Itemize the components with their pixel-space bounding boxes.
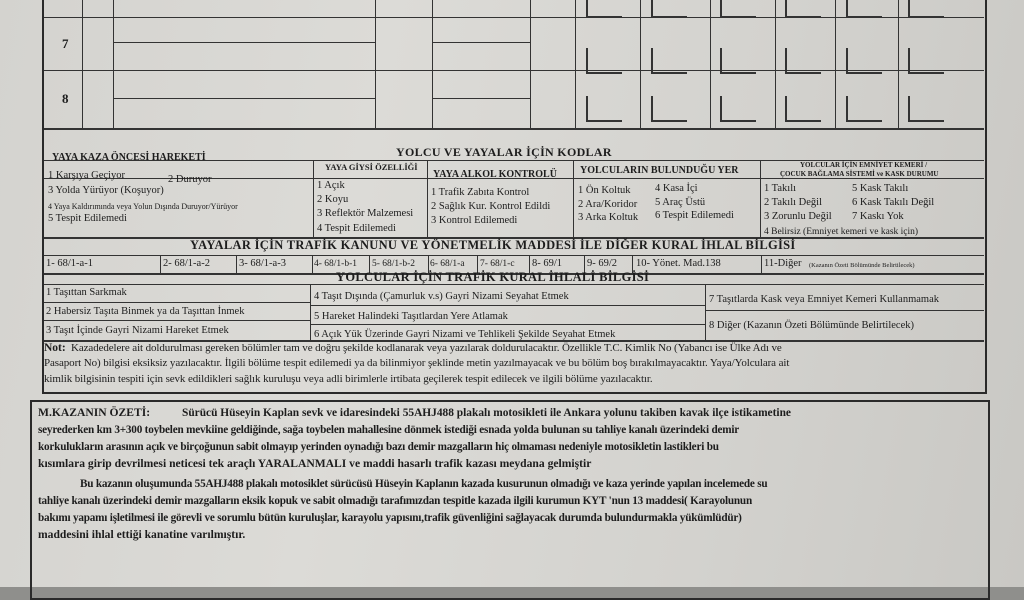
yaya-ihlal-code: 3- 68/1-a-3 <box>239 258 286 269</box>
checkbox[interactable] <box>720 0 756 18</box>
yaya-giysi-item: 2 Koyu <box>317 194 349 205</box>
checkbox[interactable] <box>651 96 687 122</box>
yaya-ihlal-other-note: (Kazanın Özeti Bölümünde Belirtilecek) <box>809 262 915 269</box>
yaya-ihlal-code: 7- 68/1-c <box>480 259 515 269</box>
checkbox[interactable] <box>586 96 622 122</box>
yaya-ihlal-code: 10- Yönet. Mad.138 <box>636 258 721 269</box>
checkbox[interactable] <box>651 48 687 74</box>
yaya-giysi-item: 1 Açık <box>317 180 345 191</box>
summary-line: seyrederken km 3+300 toybelen mevkiine geldiğinde, sağa toybelen mahallesine dönmek istediği esnada yolda bulunan su tahliye kanalı üzerindeki demir <box>38 424 740 436</box>
checkbox[interactable] <box>846 96 882 122</box>
summary-line: maddesini ihlal ettiği kanatine varılmıştır. <box>38 528 246 541</box>
checkbox[interactable] <box>586 48 622 74</box>
yaya-ihlal-code: 11-Diğer <box>764 258 802 269</box>
yaya-ihlal-code: 4- 68/1-b-1 <box>314 259 358 269</box>
emniyet-header: YOLCULAR İÇİN EMNİYET KEMERİ / <box>800 161 928 169</box>
summary-heading: M.KAZANIN ÖZETİ: <box>38 406 151 419</box>
yolcu-ihlal-item: 7 Taşıtlarda Kask veya Emniyet Kemeri Kullanmamak <box>709 294 940 305</box>
yolcu-ihlal-item: 8 Diğer (Kazanın Özeti Bölümünde Belirtilecek) <box>709 320 914 331</box>
checkbox[interactable] <box>908 96 944 122</box>
summary-line: Bu kazanın oluşumunda 55AHJ488 plakalı motosiklet sürücüsü Hüseyin Kaplanın kazada kusurunun olmadığı ve kaza yerinde yapılan incelemede su <box>80 478 768 490</box>
note-line: kimlik bilgisinin tespiti için sevk edildikleri sağlık kuruluşu veya adli birimlerle irtibata geçilerek tespit edilecek ve ilgili bölüme yazılacaktır. <box>44 373 653 385</box>
yaya-giysi-header: YAYA GİYSİ ÖZELLİĞİ <box>325 162 418 172</box>
yolcu-yer-header: YOLCULARIN BULUNDUĞU YER <box>580 165 739 176</box>
emniyet-item: 6 Kask Takılı Değil <box>852 197 935 208</box>
yolcu-ihlal-item: 4 Taşıt Dışında (Çamurluk v.s) Gayri Nizami Seyahat Etmek <box>314 291 569 302</box>
yaya-alkol-item: 2 Sağlık Kur. Kontrol Edildi <box>431 201 551 212</box>
yolcu-ihlal-item: 5 Hareket Halindeki Taşıtlardan Yere Atlamak <box>314 311 508 322</box>
yolcu-yer-item: 4 Kasa İçi <box>655 183 698 194</box>
summary-line: kısımlara girip devrilmesi neticesi tek araçlı YARALANMALI ve maddi hasarlı trafik kazası meydana gelmiştir <box>38 457 592 470</box>
row-number-8: 8 <box>62 91 69 106</box>
yaya-giysi-item: 4 Tespit Edilemedi <box>317 223 396 234</box>
yolcu-yer-item: 6 Tespit Edilemedi <box>655 210 734 221</box>
yaya-kaza-item: 2 Duruyor <box>168 174 212 185</box>
yaya-ihlal-code: 8- 69/1 <box>532 258 563 269</box>
checkbox[interactable] <box>846 0 882 18</box>
checkbox[interactable] <box>720 48 756 74</box>
yaya-kaza-item: 4 Yaya Kaldırımında veya Yolun Dışında Duruyor/Yürüyor <box>48 202 238 211</box>
yolcu-ihlal-item: 1 Taşıttan Sarkmak <box>46 287 127 298</box>
yaya-kaza-item: 3 Yolda Yürüyor (Koşuyor) <box>48 185 164 196</box>
yolcu-yer-item: 1 Ön Koltuk <box>578 185 631 196</box>
yolcu-yer-item: 3 Arka Koltuk <box>578 212 639 223</box>
yaya-ihlal-code: 6- 68/1-a <box>430 259 465 269</box>
yolcu-ihlal-item: 2 Habersiz Taşıta Binmek ya da Taşıttan İnmek <box>46 306 245 317</box>
yolcu-ihlal-item: 3 Taşıt İçinde Gayri Nizami Hareket Etmek <box>46 325 229 336</box>
emniyet-header: ÇOCUK BAĞLAMA SİSTEMİ ve KASK DURUMU <box>780 170 939 178</box>
yaya-kaza-item: 1 Karşıya Geçiyor <box>48 170 125 181</box>
emniyet-item: 7 Kaskı Yok <box>852 211 904 222</box>
yaya-kaza-item: 5 Tespit Edilemedi <box>48 213 127 224</box>
checkbox[interactable] <box>785 48 821 74</box>
emniyet-item: 4 Belirsiz (Emniyet kemeri ve kask için) <box>764 227 919 237</box>
checkbox[interactable] <box>586 0 622 18</box>
summary-line: Sürücü Hüseyin Kaplan sevk ve idaresindeki 55AHJ488 plakalı motosikleti ile Ankara yolunu takiben kavak ilçe istikametine <box>182 407 791 419</box>
checkbox[interactable] <box>785 0 821 18</box>
yaya-giysi-item: 3 Reflektör Malzemesi <box>317 208 414 219</box>
emniyet-item: 5 Kask Takılı <box>852 183 909 194</box>
summary-line: korkulukların arasının açık ve birçoğunun sabit olmayıp yerinden oynadığı bazı demir mazgalların hiç olmaması nedeniyle motosikletin lastikleri bu <box>38 441 719 453</box>
note-label: Not: <box>44 342 66 354</box>
yaya-ihlal-code: 1- 68/1-a-1 <box>46 258 93 269</box>
yolcu-ihlal-title: YOLCULAR İÇİN TRAFİK KURAL İHLALİ BİLGİSİ <box>336 270 650 284</box>
checkbox[interactable] <box>908 48 944 74</box>
yaya-ihlal-title: YAYALAR İÇİN TRAFİK KANUNU VE YÖNETMELİK MADDESİ İLE DİĞER KURAL İHLAL BİLGİSİ <box>190 238 796 252</box>
row-number-7: 7 <box>62 36 69 51</box>
yaya-alkol-item: 1 Trafik Zabıta Kontrol <box>431 187 530 198</box>
yolcu-yer-item: 2 Ara/Koridor <box>578 199 638 210</box>
yaya-ihlal-code: 5- 68/1-b-2 <box>372 259 416 269</box>
yolcu-yer-item: 5 Araç Üstü <box>655 197 706 208</box>
checkbox[interactable] <box>908 0 944 18</box>
emniyet-item: 1 Takılı <box>764 183 797 194</box>
yaya-alkol-item: 3 Kontrol Edilemedi <box>431 215 518 226</box>
summary-line: tahliye kanalı üzerindeki demir mazgalların eksik kopuk ve sabit olmadığı tarafımızdan tespitle kazada ilgili kurumun KYT 'nun 13 maddesi( Karayolunun <box>38 495 752 507</box>
emniyet-item: 3 Zorunlu Değil <box>764 211 832 222</box>
yaya-kaza-header: YAYA KAZA ÖNCESİ HAREKETİ <box>52 152 206 163</box>
note-line: Kazadedelere ait doldurulması gereken bölümler tam ve doğru şekilde kodlanarak veya yazılarak doldurulacaktır. Özellikle T.C. Kimlik No (Yabancı ise Ülke Adı ve <box>71 342 782 354</box>
checkbox[interactable] <box>651 0 687 18</box>
summary-line: bakımı yapamı işletilmesi ile görevli ve sorumlu bütün kuruluşlar, karayolu yapısını,trafik güvenliğini sağlayacak durumda bulundurmakla yükümlüdür) <box>38 512 742 524</box>
yolcu-ihlal-item: 6 Açık Yük Üzerinde Gayri Nizami ve Tehlikeli Şekilde Seyahat Etmek <box>314 329 616 340</box>
yaya-ihlal-code: 2- 68/1-a-2 <box>163 258 210 269</box>
checkbox[interactable] <box>846 48 882 74</box>
yaya-alkol-header: YAYA ALKOL KONTROLÜ <box>433 169 557 180</box>
checkbox[interactable] <box>720 96 756 122</box>
codes-section-title: YOLCU VE YAYALAR İÇİN KODLAR <box>396 145 612 159</box>
emniyet-item: 2 Takılı Değil <box>764 197 822 208</box>
checkbox[interactable] <box>785 96 821 122</box>
yaya-ihlal-code: 9- 69/2 <box>587 258 618 269</box>
note-line: Pasaport No) bilgisi eksiksiz yazılacaktır. İlgili bölüme tespit edilemedi ya da bilinmiyor şeklinde metin yazılmayacak ve bu bölüm boş bırakılmayacaktır. Yaya/Yolculara ait <box>44 357 790 369</box>
